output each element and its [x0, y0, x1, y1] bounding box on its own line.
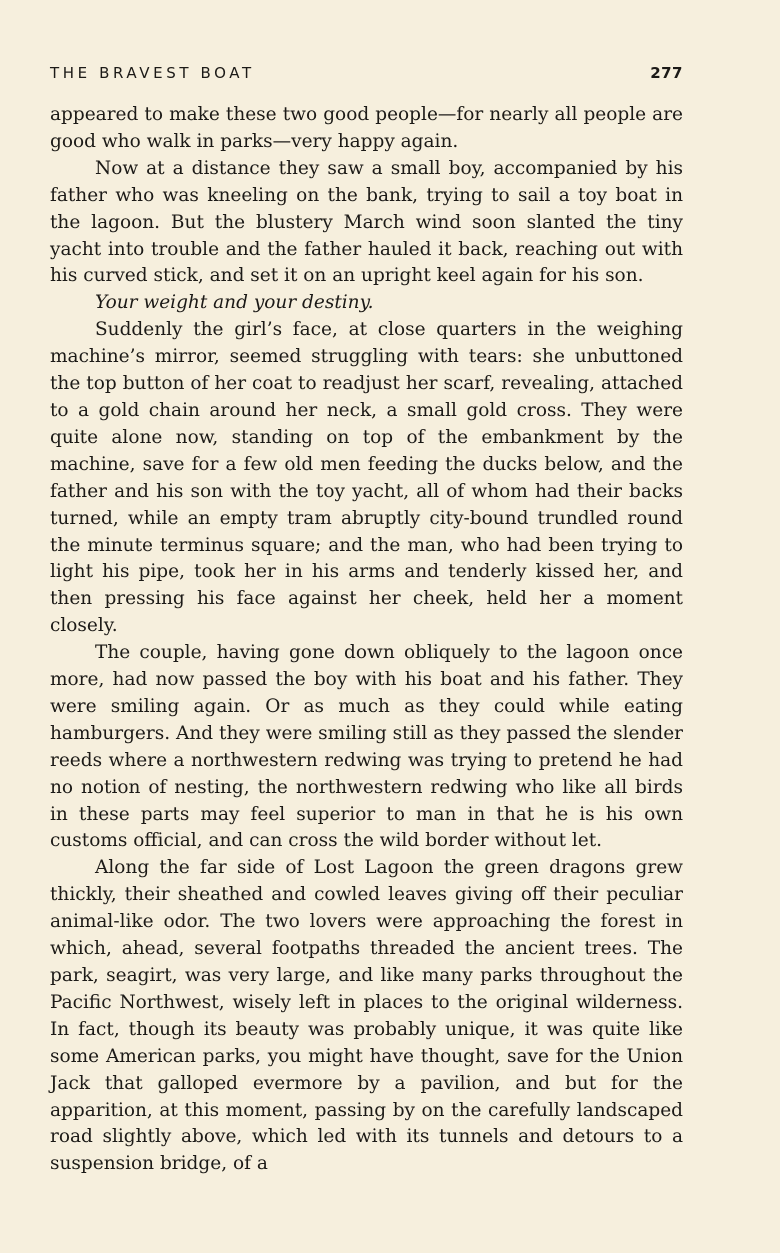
running-title: THE BRAVEST BOAT [50, 64, 255, 82]
paragraph: The couple, having gone down obliquely to the lagoon once more, had now passed the boy with his boat and his father. They were smiling again. Or as much as they could while eating hamburgers. And they were smiling still as they passed the slender reeds where a northwestern redwing was trying to pretend he had no notion of nesting, the northwestern redwing who like all birds in these parts may feel superior to man in that he is his own customs official, and can cross the wild border without let. [50, 642, 683, 852]
body-text [50, 102, 683, 1178]
paragraph-continuation: appeared to make these two good people—for nearly all people are good who walk in parks—very happy again. [50, 104, 683, 152]
paragraph: Now at a distance they saw a small boy, accompanied by his father who was kneeling on the bank, trying to sail a toy boat in the lagoon. But the blustery March wind soon slanted the tiny yacht into trouble and the father hauled it back, reaching out with his curved stick, and set it on an upright keel again for his son. [50, 157, 683, 287]
page-number: 277 [650, 64, 683, 82]
paragraph: Suddenly the girl’s face, at close quarters in the weighing machine’s mirror, seemed struggling with tears: she unbuttoned the top button of her coat to readjust her scarf, revealing, attached to a gold chain around her neck, a small gold cross. They were quite alone now, standing on top of the embankment by the machine, save for a few old men feeding the ducks below, and the father and his son with the toy yacht, all of whom had their backs turned, while an empty tram abruptly city-bound trundled round the minute terminus square; and the man, who had been trying to light his pipe, took her in his arms and tenderly kissed her, and then pressing his face against her cheek, held her a moment closely. [50, 319, 683, 637]
book-page [50, 64, 683, 1178]
running-head [50, 64, 683, 82]
paragraph: Along the far side of Lost Lagoon the green dragons grew thickly, their sheathed and cowled leaves giving off their peculiar animal-like odor. The two lovers were approaching the forest in which, ahead, several footpaths threaded the ancient trees. The park, seagirt, was very large, and like many parks throughout the Pacific Northwest, wisely left in places to the original wilderness. In fact, though its beauty was probably unique, it was quite like some American parks, you might have thought, save for the Union Jack that galloped evermore by a pavilion, and but for the apparition, at this moment, passing by on the carefully landscaped road slightly above, which led with its tunnels and detours to a suspension bridge, of a [50, 857, 683, 1175]
italic-line: Your weight and your destiny. [95, 292, 374, 314]
